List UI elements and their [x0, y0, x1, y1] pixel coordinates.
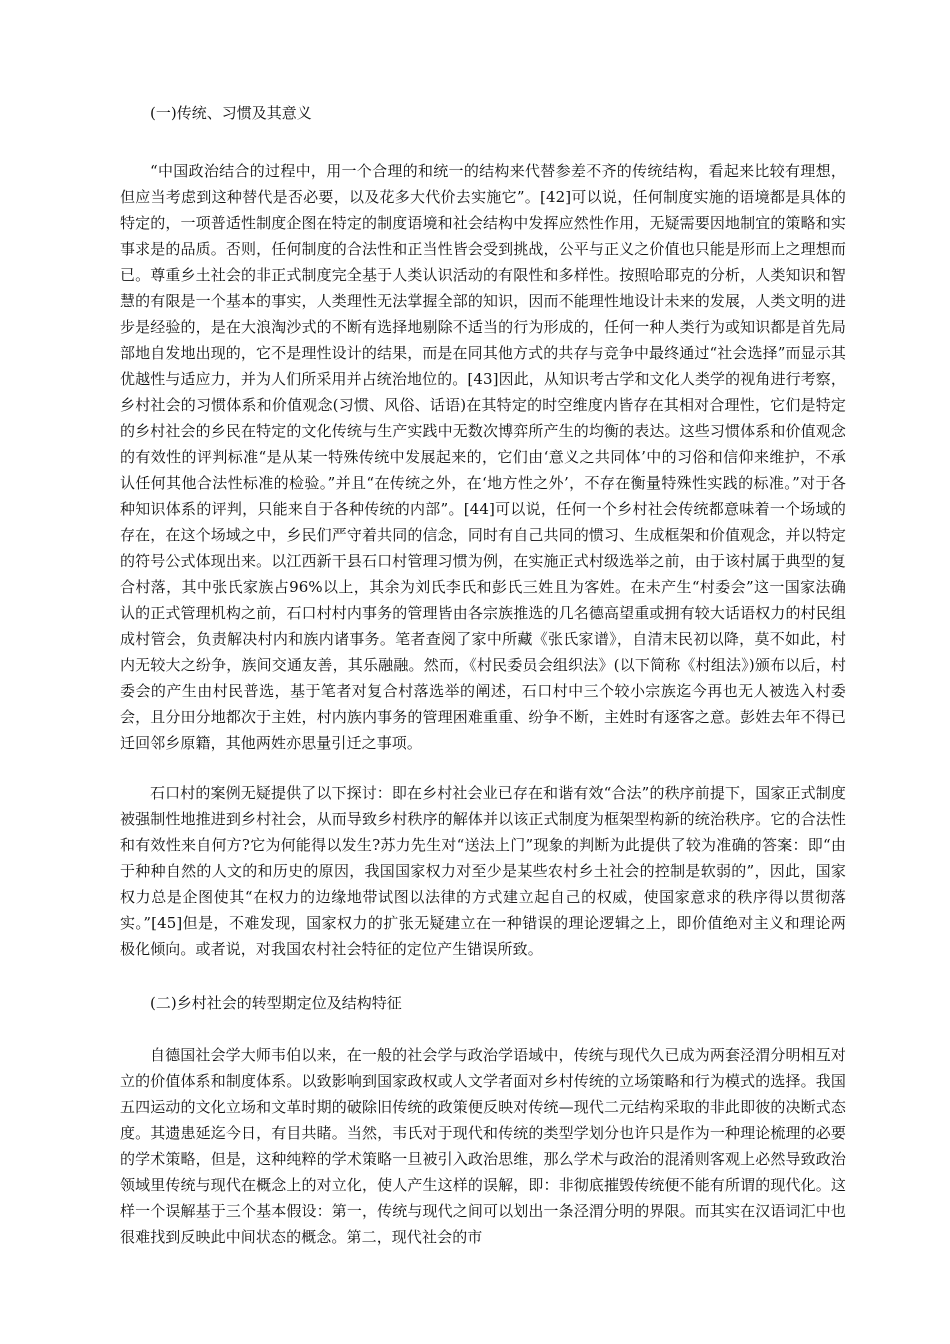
section-1-paragraph-1: “中国政治结合的过程中，用一个合理的和统一的结构来代替参差不齐的传统结构，看起来比较有理想，但应当考虑到这种替代是否必要，以及花多大代价去实施它”。[42]可以说，任何制度实施的语境都是具体的特定的，一项普适性制度企图在特定的制度语境和社会结构中发挥应然性作用，无疑需要因地制宜的策略和实事求是的品质。否则，任何制度的合法性和正当性皆会受到挑战，公平与正义之价值也只能是形而上之理想而已。尊重乡土社会的非正式制度完全基于人类认识活动的有限性和多样性。按照哈耶克的分析，人类知识和智慧的有限是一个基本的事实，人类理性无法掌握全部的知识，因而不能理性地设计未来的发展，人类文明的进步是经验的，是在大浪淘沙式的不断有选择地剔除不适当的行为形成的，任何一种人类行为或知识都是首先局部地自发地出现的，它不是理性设计的结果，而是在同其他方式的共存与竞争中最终通过“社会选择”而显示其优越性与适应力，并为人们所采用并占统治地位的。[43]因此，从知识考古学和文化人类学的视角进行考察，乡村社会的习惯体系和价值观念(习惯、风俗、话语)在其特定的时空维度内皆存在其相对合理性，它们是特定的乡村社会的乡民在特定的文化传统与生产实践中无数次博弈所产生的均衡的表达。这些习惯体系和价值观念的有效性的评判标准“是从某一特殊传统中发展起来的，它们由‘意义之共同体’中的习俗和信仰来维护，不承认任何其他合法性标准的检验。”并且“在传统之外，在‘地方性之外’，不存在衡量特殊性实践的标准。”对于各种知识体系的评判，只能来自于各种传统的内部”。[44]可以说，任何一个乡村社会传统都意味着一个场域的存在，在这个场域之中，乡民们严守着共同的信念，同时有自己共同的惯习、生成框架和价值观念，并以特定的符号公式体现出来。以江西新干县石口村管理习惯为例，在实施正式村级选举之前，由于该村属于典型的复合村落，其中张氏家族占96%以上，其余为刘氏李氏和彭氏三姓且为客姓。在未产生“村委会”这一国家法确认的正式管理机构之前，石口村村内事务的管理皆由各宗族推选的几名德高望重或拥有较大话语权力的村民组成村管会，负责解决村内和族内诸事务。笔者查阅了家中所藏《张氏家谱》，自清末民初以降，莫不如此，村内无较大之纷争，族间交通友善，其乐融融。然而，《村民委员会组织法》(以下简称《村组法》)颁布以后，村委会的产生由村民普选，基于笔者对复合村落选举的阐述，石口村中三个较小宗族迄今再也无人被选入村委会，且分田分地都次于主姓，村内族内事务的管理困难重重、纷争不断，主姓时有逐客之意。彭姓去年不得已迁回邻乡原籍，其他两姓亦思量引迁之事项。 — [120, 162, 846, 752]
section-heading-2: (二)乡村社会的转型期定位及结构特征 — [150, 994, 402, 1012]
section-1-paragraph-2: 石口村的案例无疑提供了以下探讨：即在乡村社会业已存在和谐有效“合法”的秩序前提下，国家正式制度被强制性地推进到乡村社会，从而导致乡村秩序的解体并以该正式制度为框架型构新的统治秩序。它的合法性和有效性来自何方?它为何能得以发生?苏力先生对“送法上门”现象的判断为此提供了较为准确的答案：即“由于种种自然的人文的和历史的原因，我国国家权力对至少是某些农村乡土社会的控制是软弱的”，因此，国家权力总是企图使其“在权力的边缘地带试图以法律的方式建立起自己的权威，使国家意求的秩序得以贯彻落实。”[45]但是，不难发现，国家权力的扩张无疑建立在一种错误的理论逻辑之上，即价值绝对主义和理论两极化倾向。或者说，对我国农村社会特征的定位产生错误所致。 — [120, 784, 846, 958]
section-2-paragraph-1: 自德国社会学大师韦伯以来，在一般的社会学与政治学语域中，传统与现代久已成为两套泾渭分明相互对立的价值体系和制度体系。以致影响到国家政权或人文学者面对乡村传统的立场策略和行为模式的选择。我国五四运动的文化立场和文革时期的破除旧传统的政策便反映对传统—现代二元结构采取的非此即彼的决断式态度。其遗患延迄今日，有目共睹。当然，韦氏对于现代和传统的类型学划分也许只是作为一种理论梳理的必要的学术策略，但是，这种纯粹的学术策略一旦被引入政治思维，那么学术与政治的混淆则客观上必然导致政治领域里传统与现代在概念上的对立化，使人产生这样的误解，即：非彻底摧毁传统便不能有所谓的现代化。这样一个误解基于三个基本假设：第一，传统与现代之间可以划出一条泾渭分明的界限。而其实在汉语词汇中也很难找到反映此中间状态的概念。第二，现代社会的市 — [120, 1046, 846, 1246]
section-heading-1: (一)传统、习惯及其意义 — [150, 104, 312, 122]
